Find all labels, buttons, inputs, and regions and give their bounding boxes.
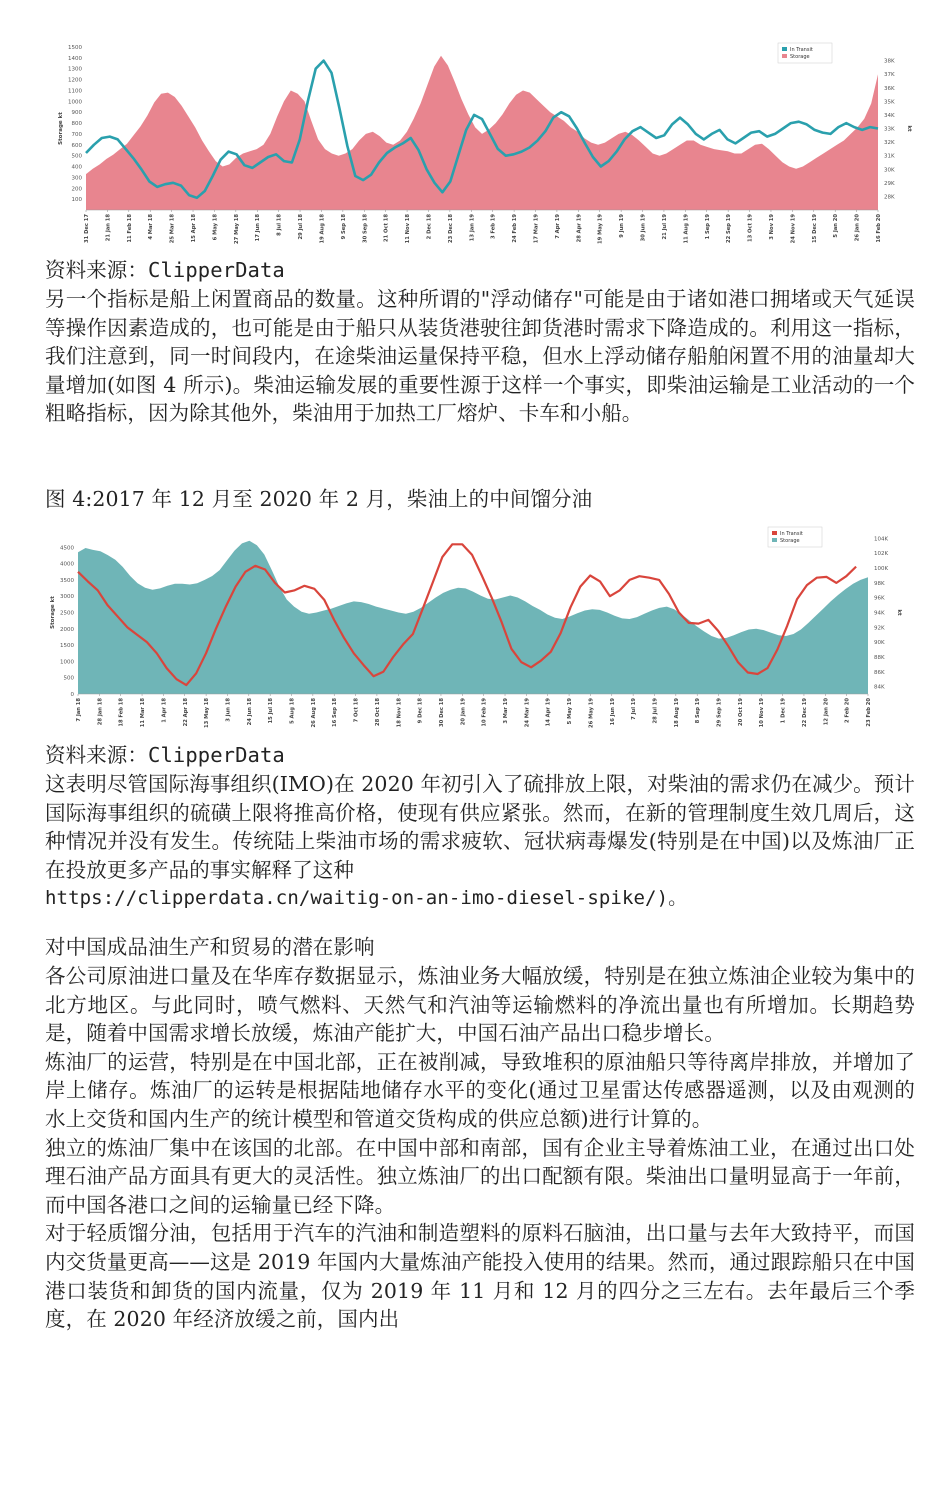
y2-tick-label: 98K bbox=[874, 580, 885, 587]
y-tick-label: 4500 bbox=[60, 545, 74, 552]
x-tick-label: 25 Mar 18 bbox=[169, 214, 176, 244]
y2-tick-label: 90K bbox=[874, 640, 885, 647]
legend-swatch bbox=[782, 54, 787, 58]
x-tick-label: 28 Jan 18 bbox=[97, 698, 104, 726]
y-tick-label: 1500 bbox=[68, 45, 82, 51]
x-tick-label: 29 Sep 19 bbox=[716, 698, 723, 728]
x-tick-label: 11 Mar 18 bbox=[140, 698, 147, 728]
paragraph-4-text: 炼油厂的运营，特别是在中国北部，正在被削减，导致堆积的原油船只等待离岸排放，并增加了岸上储存。炼油厂的运转是根据陆地储存水平的变化(通过卫星雷达传感器遥测，以及由观测的水上交货和国内生产的统计模型和管道交货构成的供应总额)进行计算的。 bbox=[45, 1049, 915, 1131]
x-tick-label: 15 Apr 18 bbox=[191, 214, 198, 243]
x-tick-label: 5 May 19 bbox=[567, 698, 574, 725]
x-tick-label: 7 Oct 18 bbox=[353, 698, 360, 723]
y-tick-label: 300 bbox=[71, 175, 82, 182]
x-tick-label: 17 Mar 19 bbox=[533, 214, 540, 244]
y2-tick-label: 35K bbox=[884, 99, 895, 106]
y-tick-label: 3500 bbox=[60, 577, 74, 584]
x-tick-label: 3 Nov 19 bbox=[768, 214, 775, 240]
x-tick-label: 28 Jul 19 bbox=[652, 698, 659, 724]
paragraph-floating-storage bbox=[45, 285, 915, 428]
x-tick-label: 9 Dec 18 bbox=[417, 698, 424, 724]
paragraph-1-text: 另一个指标是船上闲置商品的数量。这种所谓的"浮动储存"可能是由于诸如港口拥堵或天气延误等操作因素造成的，也可能是由于船只从装货港驶往卸货港时需求下降造成的。利用这一指标，我们注意到，同一时间段内，在途柴油运量保持平稳，但水上浮动储存船舶闲置不用的油量却大量增加(如图 4 所示)。柴油运输发展的重要性源于这样一个事实，即柴油运输是工业活动的一个粗略指标，因为除其他外，柴油用于加热工厂熔炉、卡车和小船。 bbox=[45, 287, 915, 426]
figure-4-caption: 图 4:2017 年 12 月至 2020 年 2 月，柴油上的中间馏分油 bbox=[45, 487, 593, 511]
y2-tick-label: 38K bbox=[884, 58, 895, 65]
x-tick-label: 5 Jan 20 bbox=[833, 214, 840, 238]
x-tick-label: 24 Mar 19 bbox=[524, 698, 531, 728]
legend-swatch bbox=[772, 538, 777, 542]
x-tick-label: 16 Feb 20 bbox=[876, 214, 882, 243]
x-tick-label: 24 Nov 19 bbox=[790, 214, 797, 244]
x-tick-label: 16 Jun 19 bbox=[609, 698, 616, 726]
y-tick-label: 500 bbox=[63, 675, 74, 682]
x-tick-label: 11 Nov 18 bbox=[405, 214, 412, 244]
chart-2-svg bbox=[0, 522, 950, 732]
storage-area bbox=[86, 56, 878, 210]
y-tick-label: 1500 bbox=[60, 643, 74, 650]
y2-tick-label: 92K bbox=[874, 625, 885, 632]
x-tick-label: 28 Apr 19 bbox=[576, 214, 583, 243]
y2-tick-label: 104K bbox=[874, 536, 889, 543]
y2-tick-label: 88K bbox=[874, 654, 885, 661]
x-tick-label: 19 May 19 bbox=[597, 214, 604, 244]
x-tick-label: 26 Aug 18 bbox=[310, 698, 317, 728]
x-tick-label: 17 Jun 18 bbox=[255, 214, 262, 242]
x-tick-label: 1 Apr 18 bbox=[161, 698, 168, 723]
x-tick-label: 13 May 18 bbox=[204, 698, 211, 728]
y2-tick-label: 36K bbox=[884, 85, 895, 92]
x-tick-label: 18 Aug 19 bbox=[673, 698, 680, 728]
x-tick-label: 13 Oct 19 bbox=[747, 214, 754, 243]
y-tick-label: 800 bbox=[71, 121, 82, 128]
x-tick-label: 14 Apr 19 bbox=[545, 698, 552, 727]
x-tick-label: 2 Feb 20 bbox=[844, 698, 851, 724]
y2-tick-label: 34K bbox=[884, 112, 895, 119]
x-tick-label: 3 Jun 18 bbox=[225, 698, 232, 722]
y-tick-label: 700 bbox=[71, 131, 82, 138]
y2-tick-label: 30K bbox=[884, 167, 895, 174]
y2-tick-label: 33K bbox=[884, 126, 895, 133]
x-tick-label: 20 Oct 19 bbox=[737, 698, 744, 727]
x-tick-label: 26 Jan 20 bbox=[854, 214, 861, 242]
x-tick-label: 21 Oct 18 bbox=[383, 214, 390, 243]
x-tick-label: 24 Jun 18 bbox=[246, 698, 253, 726]
x-tick-label: 26 May 19 bbox=[588, 698, 595, 728]
x-tick-label: 28 Oct 18 bbox=[374, 698, 381, 727]
y-tick-label: 3000 bbox=[60, 594, 74, 601]
chart-2-container bbox=[0, 522, 950, 732]
x-tick-label: 11 Feb 18 bbox=[126, 214, 133, 243]
y-tick-label: 0 bbox=[70, 692, 74, 698]
x-tick-label: 8 Jul 18 bbox=[276, 214, 283, 236]
y-axis-title: Storage kt bbox=[58, 112, 64, 145]
y2-tick-label: 86K bbox=[874, 669, 885, 676]
x-tick-label: 22 Dec 19 bbox=[801, 698, 808, 727]
y2-tick-label: 96K bbox=[874, 595, 885, 602]
x-tick-label: 13 Jan 19 bbox=[469, 214, 476, 242]
y-tick-label: 1000 bbox=[60, 659, 74, 666]
x-tick-label: 31 Dec 17 bbox=[84, 214, 90, 243]
x-tick-label: 3 Feb 19 bbox=[490, 214, 497, 240]
source-note-1: 资料来源：ClipperData bbox=[45, 258, 285, 282]
legend-box bbox=[768, 527, 822, 547]
y-tick-label: 2000 bbox=[60, 626, 74, 633]
y2-tick-label: 94K bbox=[874, 610, 885, 617]
y2-axis-title: kt bbox=[906, 125, 912, 132]
x-tick-label: 7 Jul 19 bbox=[631, 698, 638, 720]
x-tick-label: 15 Jul 18 bbox=[268, 698, 275, 724]
x-tick-label: 10 Feb 19 bbox=[481, 698, 488, 727]
x-tick-label: 22 Sep 19 bbox=[726, 214, 733, 244]
legend-swatch bbox=[782, 47, 787, 51]
x-tick-label: 3 Mar 19 bbox=[503, 698, 510, 724]
y-tick-label: 500 bbox=[71, 153, 82, 160]
x-tick-label: 21 Jul 19 bbox=[661, 214, 668, 240]
legend-label: In Transit bbox=[790, 47, 813, 53]
x-tick-label: 4 Mar 18 bbox=[148, 214, 155, 240]
x-tick-label: 21 Jan 18 bbox=[105, 214, 112, 242]
y-tick-label: 100 bbox=[71, 197, 82, 204]
x-tick-label: 23 Dec 18 bbox=[447, 214, 454, 243]
x-tick-label: 9 Sep 18 bbox=[340, 214, 347, 240]
x-tick-label: 30 Dec 18 bbox=[438, 698, 445, 727]
y-tick-label: 900 bbox=[71, 110, 82, 117]
y-tick-label: 1300 bbox=[68, 66, 82, 73]
x-tick-label: 7 Jan 18 bbox=[76, 698, 82, 722]
y-tick-label: 200 bbox=[71, 186, 82, 193]
legend-label: Storage bbox=[790, 54, 810, 60]
y2-tick-label: 28K bbox=[884, 194, 895, 201]
x-tick-label: 30 Jun 19 bbox=[640, 214, 647, 242]
x-tick-label: 7 Apr 19 bbox=[554, 214, 561, 239]
x-tick-label: 27 May 18 bbox=[233, 214, 240, 244]
y2-tick-label: 102K bbox=[874, 551, 889, 558]
paragraph-refining-slowdown bbox=[45, 962, 915, 1334]
y2-tick-label: 84K bbox=[874, 684, 885, 691]
paragraph-imo-sulfur bbox=[45, 770, 915, 913]
paragraph-6-text: 对于轻质馏分油，包括用于汽车的汽油和制造塑料的原料石脑油，出口量与去年大致持平，而国内交货量更高——这是 2019 年国内大量炼油产能投入使用的结果。然而，通过跟踪船只在中国港口装货和卸货的国内流量，仅为 2019 年 11 月和 12 月的四分之三左右。去年最后三个季度，在 2020 年经济放缓之前，国内出 bbox=[45, 1221, 915, 1332]
y2-tick-label: 100K bbox=[874, 566, 889, 573]
x-tick-label: 1 Sep 19 bbox=[704, 214, 711, 240]
y-axis-title: Storage kt bbox=[50, 596, 56, 629]
paragraph-3-text: 各公司原油进口量及在华库存数据显示，炼油业务大幅放缓，特别是在独立炼油企业较为集中的北方地区。与此同时，喷气燃料、天然气和汽油等运输燃料的净流出量也有所增加。长期趋势是，随着中国需求增长放缓，炼油产能扩大，中国石油产品出口稳步增长。 bbox=[45, 964, 915, 1046]
y2-tick-label: 32K bbox=[884, 140, 895, 147]
x-tick-label: 6 May 18 bbox=[212, 214, 219, 241]
y2-tick-label: 37K bbox=[884, 72, 895, 79]
paragraph-2-text: 这表明尽管国际海事组织(IMO)在 2020 年初引入了硫排放上限，对柴油的需求仍在减少。预计国际海事组织的硫磺上限将推高价格，使现有供应紧张。然而，在新的管理制度生效几周后，这种情况并没有发生。传统陆上柴油市场的需求疲软、冠状病毒爆发(特别是在中国)以及炼油厂正在投放更多产品的事实解释了这种 bbox=[45, 772, 915, 882]
legend-label: In Transit bbox=[780, 531, 803, 537]
x-tick-label: 29 Jul 18 bbox=[298, 214, 305, 240]
x-tick-label: 18 Feb 18 bbox=[118, 698, 125, 727]
x-tick-label: 5 Aug 18 bbox=[289, 698, 296, 724]
x-tick-label: 19 Aug 18 bbox=[319, 214, 326, 244]
x-tick-label: 10 Nov 19 bbox=[759, 698, 766, 728]
y-tick-label: 1200 bbox=[68, 77, 82, 84]
y2-axis-title: kt bbox=[896, 609, 902, 616]
clipperdata-link[interactable]: https://clipperdata.cn/waitig-on-an-imo-diesel-spike/)。 bbox=[45, 887, 688, 910]
chart-1-container bbox=[0, 40, 950, 255]
x-tick-label: 1 Dec 19 bbox=[780, 698, 787, 724]
chart-legend bbox=[768, 527, 822, 547]
y-tick-label: 1000 bbox=[68, 99, 82, 106]
x-tick-label: 22 Apr 18 bbox=[182, 698, 189, 727]
legend-swatch bbox=[772, 531, 777, 535]
x-tick-label: 18 Nov 18 bbox=[396, 698, 403, 728]
y-tick-label: 1100 bbox=[68, 88, 82, 95]
y-tick-label: 2500 bbox=[60, 610, 74, 617]
x-tick-label: 23 Feb 20 bbox=[866, 698, 872, 727]
paragraph-5-text: 独立的炼油厂集中在该国的北部。在中国中部和南部，国有企业主导着炼油工业，在通过出口处理石油产品方面具有更大的灵活性。独立炼油厂的出口配额有限。柴油出口量明显高于一年前，而中国各港口之间的运输量已经下降。 bbox=[45, 1135, 915, 1217]
x-tick-label: 30 Sep 18 bbox=[362, 214, 369, 244]
x-tick-label: 12 Jan 20 bbox=[823, 698, 830, 726]
x-tick-label: 16 Sep 18 bbox=[332, 698, 339, 728]
x-tick-label: 9 Jun 19 bbox=[619, 214, 626, 238]
source-note-2: 资料来源：ClipperData bbox=[45, 743, 285, 767]
y-tick-label: 1400 bbox=[68, 55, 82, 62]
legend-box bbox=[778, 43, 832, 63]
chart-1-svg bbox=[0, 40, 950, 255]
x-tick-label: 11 Aug 19 bbox=[683, 214, 690, 244]
y2-tick-label: 29K bbox=[884, 180, 895, 187]
x-tick-label: 8 Sep 19 bbox=[695, 698, 702, 724]
x-tick-label: 20 Jan 19 bbox=[460, 698, 467, 726]
y-tick-label: 400 bbox=[71, 164, 82, 171]
section-heading: 对中国成品油生产和贸易的潜在影响 bbox=[45, 935, 375, 959]
x-tick-label: 2 Dec 18 bbox=[426, 214, 433, 240]
x-tick-label: 15 Dec 19 bbox=[811, 214, 818, 243]
chart-legend bbox=[778, 43, 832, 63]
y-tick-label: 600 bbox=[71, 142, 82, 149]
y2-tick-label: 31K bbox=[884, 153, 895, 160]
x-tick-label: 24 Feb 19 bbox=[512, 214, 519, 243]
y-tick-label: 4000 bbox=[60, 561, 74, 568]
legend-label: Storage bbox=[780, 538, 800, 544]
